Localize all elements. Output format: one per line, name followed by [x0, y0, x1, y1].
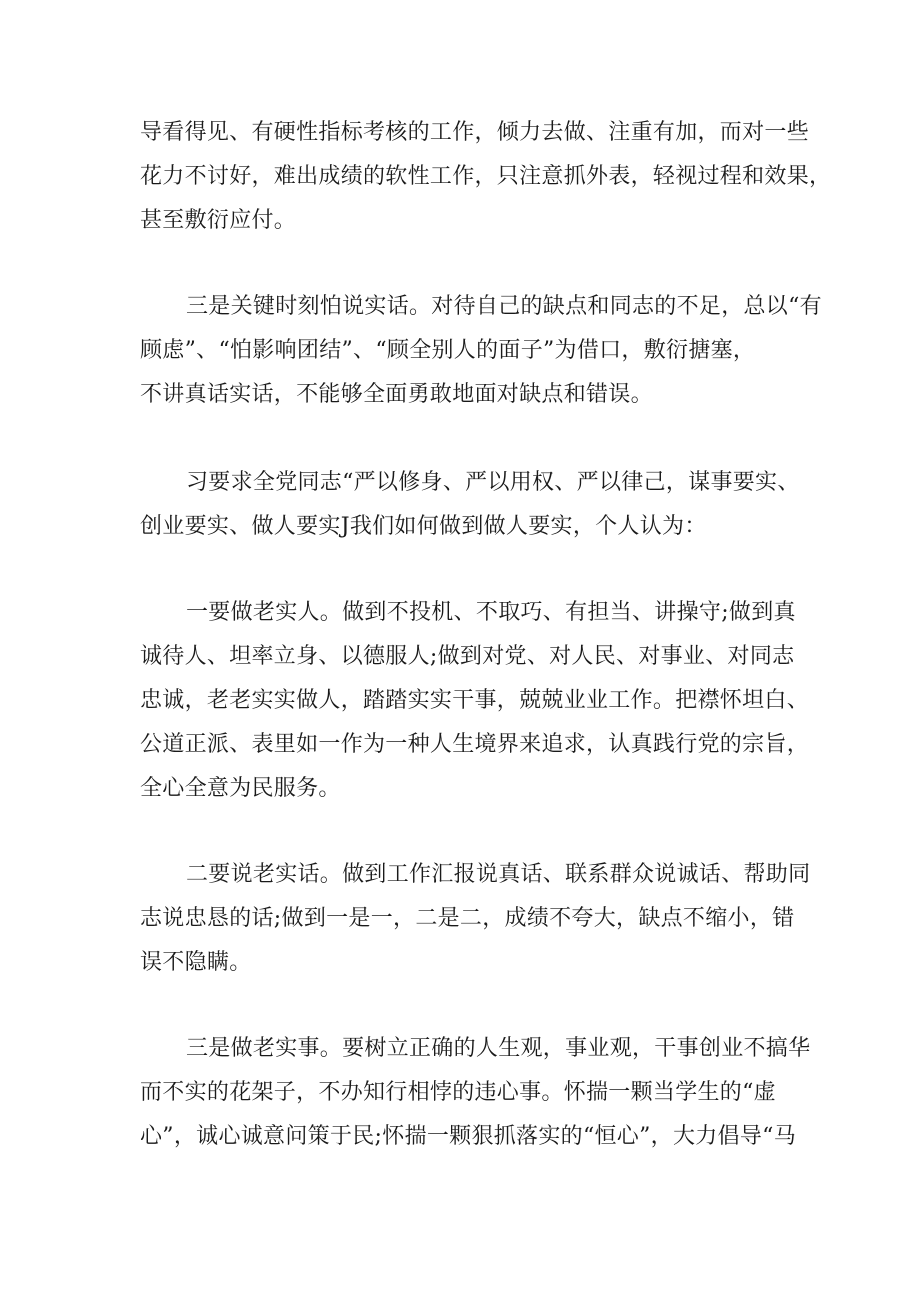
- text-line: 三是关键时刻怕说实话。对待自己的缺点和同志的不足，总以“有: [186, 294, 822, 319]
- text-line: 创业要实、做人要实J我们如何做到做人要实，个人认为：: [140, 514, 707, 539]
- text-line: 全心全意为民服务。: [140, 776, 341, 801]
- text-line: 忠诚，老老实实做人，踏踏实实干事，兢兢业业工作。把襟怀坦白、: [140, 688, 810, 713]
- text-line: 心”，诚心诚意问策于民;怀揣一颗狠抓落实的“恒心”，大力倡导“马: [140, 1124, 797, 1149]
- text-line: 诚待人、坦率立身、以德服人;做到对党、对人民、对事业、对同志: [140, 644, 795, 669]
- text-line: 二要说老实话。做到工作汇报说真话、联系群众说诚话、帮助同: [186, 862, 811, 887]
- text-line: 不讲真话实话，不能够全面勇敢地面对缺点和错误。: [140, 382, 653, 407]
- text-line: 一要做老实人。做到不投机、不取巧、有担当、讲操守;做到真: [186, 600, 796, 625]
- text-line: 误不隐瞒。: [140, 950, 252, 975]
- text-line: 花力不讨好，难出成绩的软性工作，只注意抓外表，轻视过程和效果，: [140, 164, 832, 189]
- text-line: 导看得见、有硬性指标考核的工作，倾力去做、注重有加，而对一些: [140, 120, 810, 145]
- text-line: 而不实的花架子，不办知行相悖的违心事。怀揣一颗当学生的“虚: [140, 1080, 776, 1105]
- text-line: 顾虑”、“怕影响团结”、“顾全别人的面子”为借口，敷衍搪塞，: [140, 338, 756, 363]
- text-line: 公道正派、表里如一作为一种人生境界来追求，认真践行党的宗旨，: [140, 732, 810, 757]
- text-line: 习要求全党同志“严以修身、严以用权、严以律己，谋事要实、: [186, 470, 800, 495]
- text-line: 三是做老实事。要树立正确的人生观，事业观，干事创业不搞华: [186, 1036, 811, 1061]
- text-line: 甚至敷衍应付。: [140, 208, 297, 233]
- text-line: 志说忠恳的话;做到一是一，二是二，成绩不夸大，缺点不缩小，错: [140, 906, 795, 931]
